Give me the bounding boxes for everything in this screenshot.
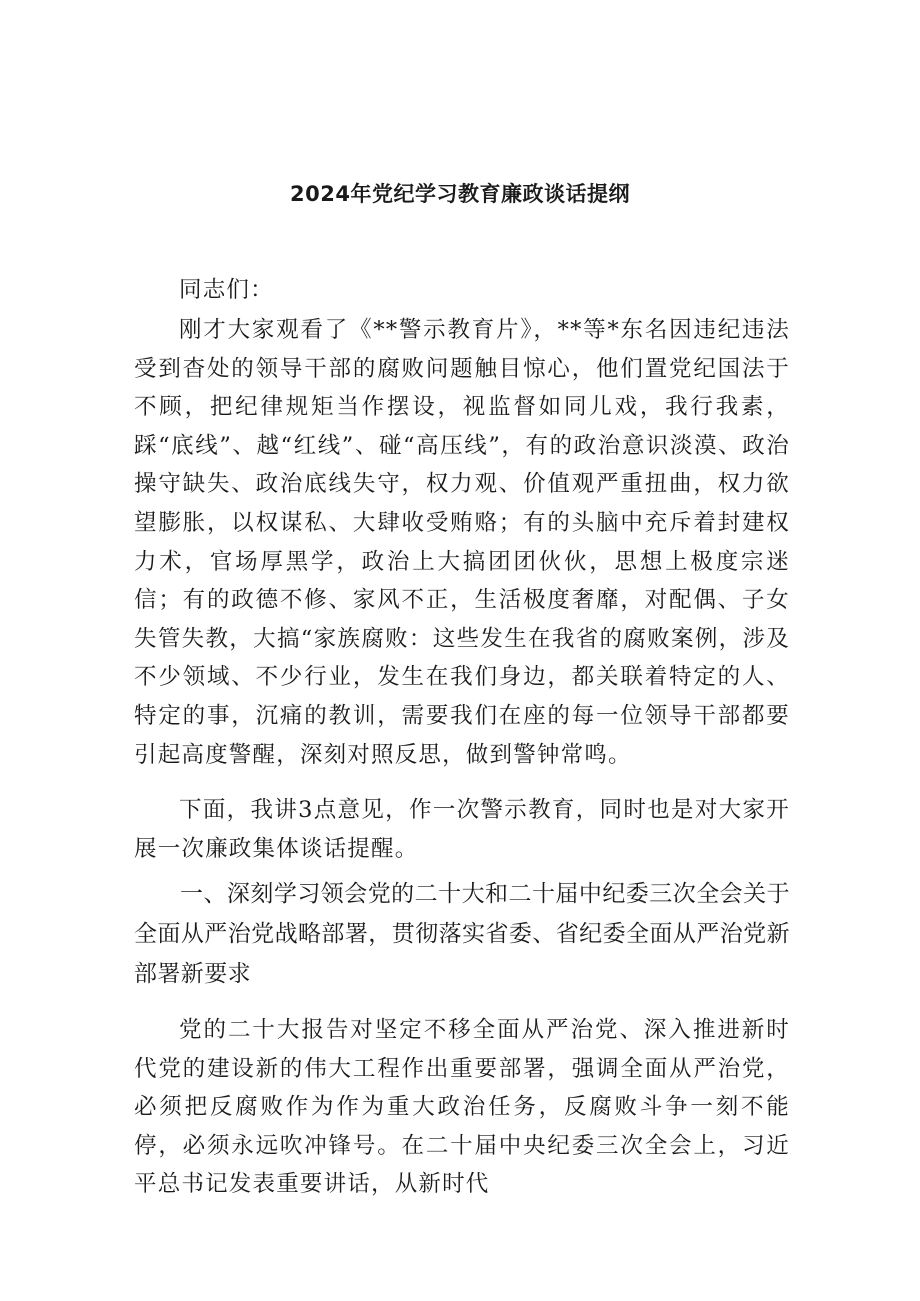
section-paragraph-1: 党的二十大报告对坚定不移全面从严治党、深入推进新时代党的建设新的伟大工程作出重要部署，强调全面从严治党，必须把反腐败作为作为重大政治任务，反腐败斗争一刻不能停，必须永远吹冲锋号。在二十届中央纪委三次全会上，习近平总书记发表重要讲话，从新时代: [134, 1017, 790, 1198]
paragraph-intro: 刚才大家观看了《**警示教育片》，**等*东名因违纪违法受到杳处的领导干部的腐败问题触目惊心，他们置党纪国法于不顾，把纪律规矩当作摆设，视监督如同儿戏，我行我素，踩“底线”、越“红线”、碰“高压线”，有的政治意识淡漠、政治操守缺失、政治底线失守，权力观、价值观严重扭曲，权力欲望膨胀，以权谋私、大肆收受贿赂；有的头脑中充斥着封建权力术，官场厚黑学，政治上大搞团团伙伙，思想上极度宗迷信；有的政德不修、家风不正，生活极度奢靡，对配偶、子女失管失教，大搞“家族腐败：这些发生在我省的腐败案例，涉及不少领域、不少行业，发生在我们身边，都关联着特定的人、特定的事，沉痛的教训，需要我们在座的每一位领导干部都要引起高度警醒，深刻对照反思，做到警钟常鸣。: [134, 317, 790, 768]
document-title: 2024年党纪学习教育廉政谈话提纲: [290, 182, 630, 206]
section-heading-1: 一、深刻学习领会党的二十大和二十届中纪委三次全会关于全面从严治党战略部署，贯彻落实省委、省纪委全面从严治党新部署新要求: [134, 881, 790, 987]
greeting: 同志们：: [179, 277, 274, 303]
paragraph-outline: 下面，我讲3点意见，作一次警示教育，同时也是对大家开展一次廉政集体谈话提醒。: [134, 797, 790, 862]
